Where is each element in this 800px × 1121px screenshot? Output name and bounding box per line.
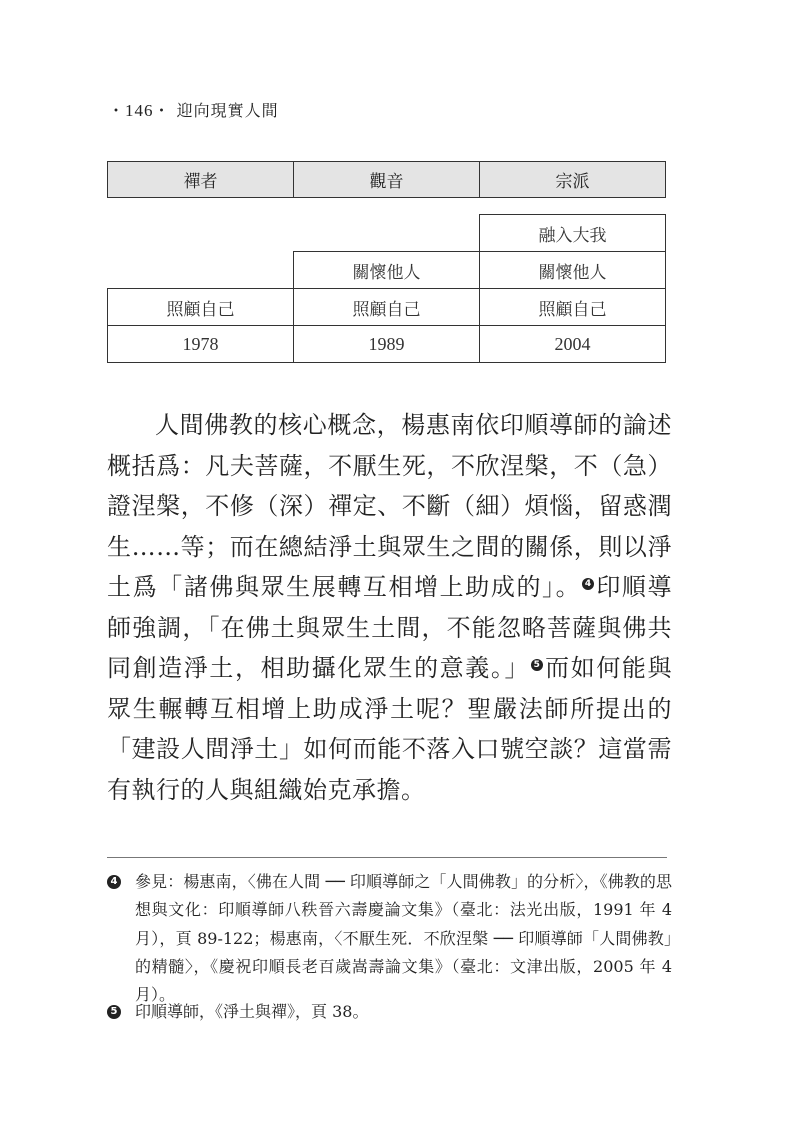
column-header-zongpai: 宗派 [479, 162, 665, 197]
page-number: 146 [125, 101, 154, 120]
running-header: ・146・ 迎向現實人間 [108, 101, 279, 120]
column-header-guanyin: 觀音 [293, 162, 479, 197]
table-cell: 照顧自己 [479, 288, 666, 326]
footnote-ref-5[interactable]: 5 [531, 659, 543, 671]
footnote-text: 印順導師，《淨土與禪》，頁 38。 [135, 1002, 369, 1021]
table-cell: 融入大我 [479, 214, 666, 252]
table-cell: 照顧自己 [293, 288, 480, 326]
table-cell: 照顧自己 [107, 288, 294, 326]
footnote-marker: 4 [107, 875, 121, 889]
table-cell: 關懷他人 [293, 251, 480, 289]
footnote-marker: 5 [107, 1005, 121, 1019]
paragraph: 人間佛教的核心概念，楊惠南依印順導師的論述概括爲：凡夫菩薩，不厭生死，不欣涅槃，不（急）證涅槃，不修（深）禪定、不斷（細）煩惱，留惑潤生……等；而在總結淨土與眾生之間的關係，則以淨土爲「諸佛與眾生展轉互相增上助成的」。 4 印順導師強調，「在佛土與眾生土間，不能忽略菩薩與佛共同創造淨土，相助攝化眾生的意義。」 5 而如何能與眾生輾轉互相增上助成淨土呢？聖嚴法師所提出的「建設人間淨土」如何而能不落入口號空談？這當需有執行的人與組織始克承擔。 [107, 411, 673, 804]
column-header-chan: 禪者 [183, 172, 218, 192]
running-title: 迎向現實人間 [176, 101, 279, 120]
table-cell-year: 2004 [479, 325, 666, 363]
footnote-divider [107, 857, 667, 858]
footnote-5 [107, 998, 672, 1026]
table-cell-year: 1989 [293, 325, 480, 363]
footnote-text: 參見：楊惠南，〈佛在人間 ── 印順導師之「人間佛教」的分析〉，《佛教的思想與文化：印順導師八秩晉六壽慶論文集》（臺北：法光出版，1991 年 4 月），頁 89-122；楊惠南，〈不厭生死．不欣涅槃 ── 印順導師「人間佛教」的精髓〉，《慶祝印順長老百歲嵩壽論文集》（臺北：文津出版，2005 年 4 月）。 [135, 872, 672, 1005]
body-text [107, 405, 672, 810]
table-header-row [107, 161, 666, 198]
footnote-ref-4[interactable]: 4 [582, 578, 594, 590]
table-cell-year: 1978 [107, 325, 294, 363]
footnote-4 [107, 868, 672, 1009]
table-cell: 關懷他人 [479, 251, 666, 289]
